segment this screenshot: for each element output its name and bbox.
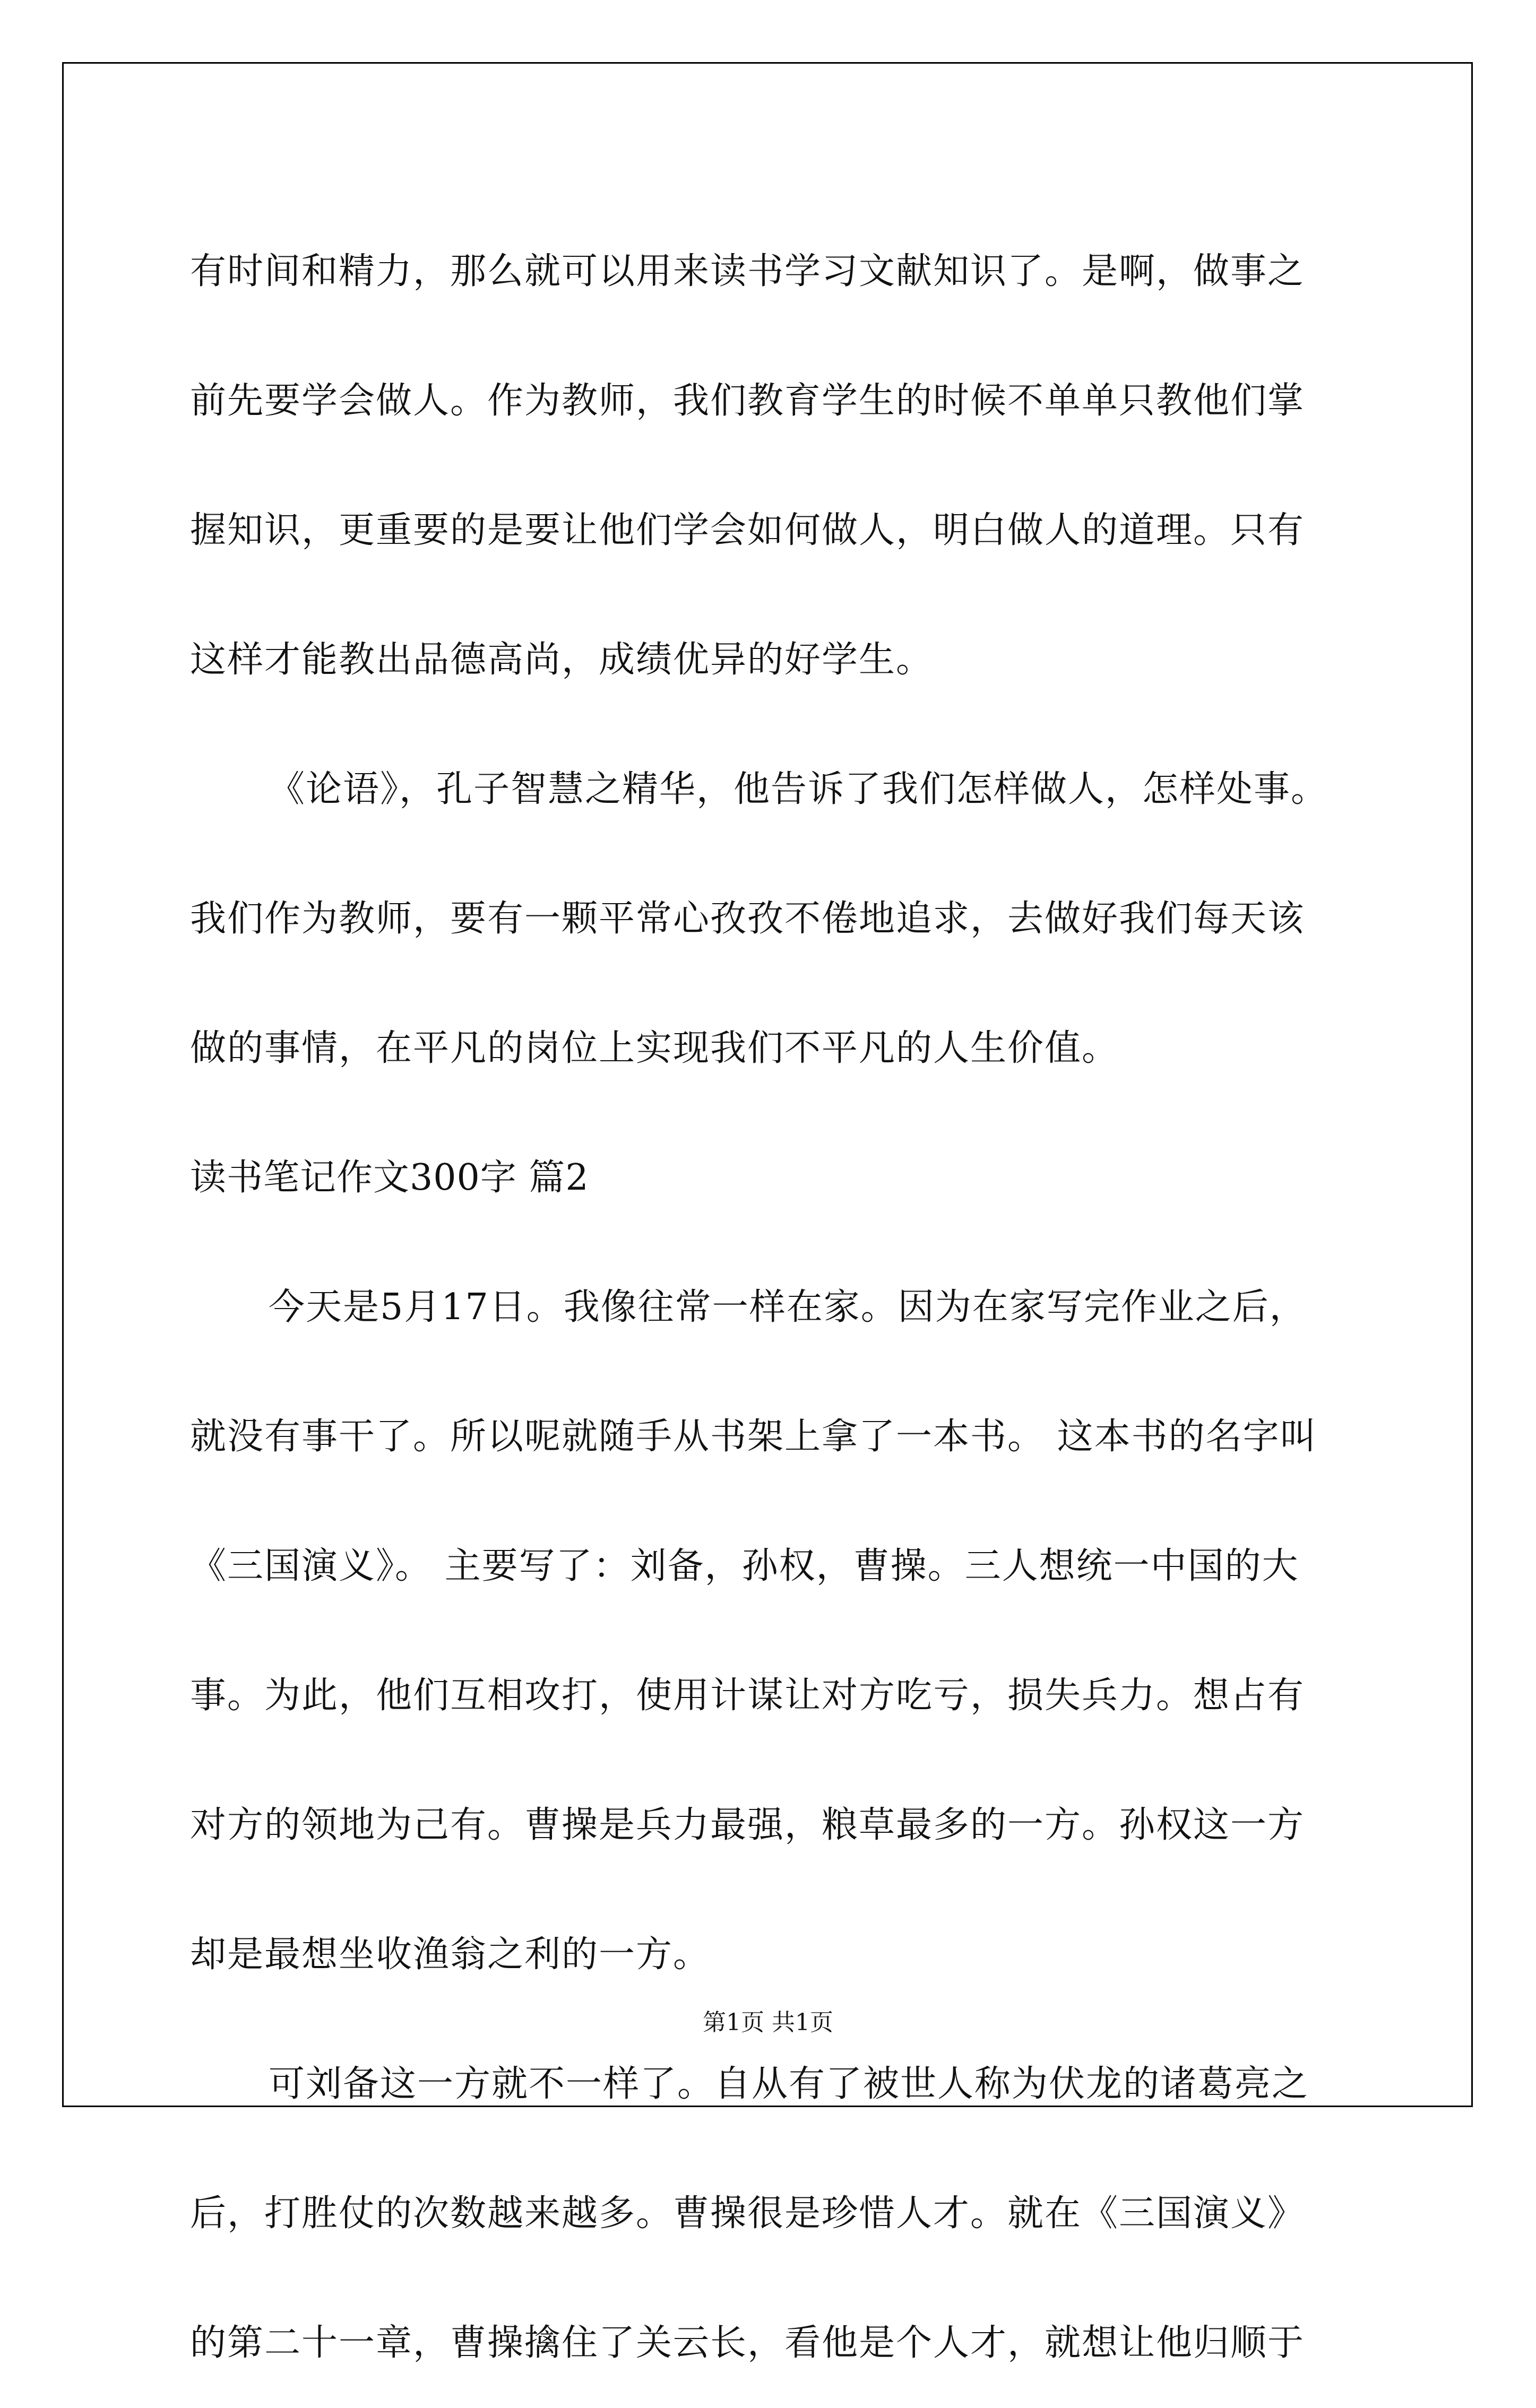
document-body xyxy=(190,207,1352,2408)
paragraph-first-line: 可刘备这一方就不一样了。自从有了被世人称为伏龙的诸葛亮之 xyxy=(269,2063,1309,2105)
section-heading: 读书笔记作文300字 篇2 xyxy=(190,1157,589,1199)
body-text-line: 的第二十一章，曹操擒住了关云长，看他是个人才，就想让他归顺于 xyxy=(190,2322,1305,2364)
paragraph-first-line: 今天是5月17日。我像往常一样在家。因为在家写完作业之后， xyxy=(269,1286,1307,1328)
body-text-line: 《三国演义》。 主要写了：刘备，孙权，曹操。三人想统一中国的大 xyxy=(190,1545,1299,1587)
body-text-line: 就没有事干了。所以呢就随手从书架上拿了一本书。 这本书的名字叫 xyxy=(190,1416,1317,1458)
body-text-line: 对方的领地为己有。曹操是兵力最强，粮草最多的一方。孙权这一方 xyxy=(190,1804,1305,1846)
page-number: 第1页 共1页 xyxy=(703,2009,833,2036)
body-text-line: 这样才能教出品德高尚，成绩优异的好学生。 xyxy=(190,639,934,681)
body-text-line: 有时间和精力，那么就可以用来读书学习文献知识了。是啊，做事之 xyxy=(190,250,1305,292)
body-text-line: 事。为此，他们互相攻打，使用计谋让对方吃亏，损失兵力。想占有 xyxy=(190,1675,1305,1717)
body-text-line: 做的事情，在平凡的岗位上实现我们不平凡的人生价值。 xyxy=(190,1027,1119,1069)
paragraph-first-line: 《论语》，孔子智慧之精华，他告诉了我们怎样做人，怎样处事。 xyxy=(269,768,1328,810)
body-text-line: 我们作为教师，要有一颗平常心孜孜不倦地追求，去做好我们每天该 xyxy=(190,898,1305,940)
body-text-line: 后，打胜仗的次数越来越多。曹操很是珍惜人才。就在《三国演义》 xyxy=(190,2193,1305,2234)
body-text-line: 握知识，更重要的是要让他们学会如何做人，明白做人的道理。只有 xyxy=(190,509,1305,551)
body-text-line: 前先要学会做人。作为教师，我们教育学生的时候不单单只教他们掌 xyxy=(190,380,1305,422)
body-text-line: 却是最想坐收渔翁之利的一方。 xyxy=(190,1934,711,1976)
